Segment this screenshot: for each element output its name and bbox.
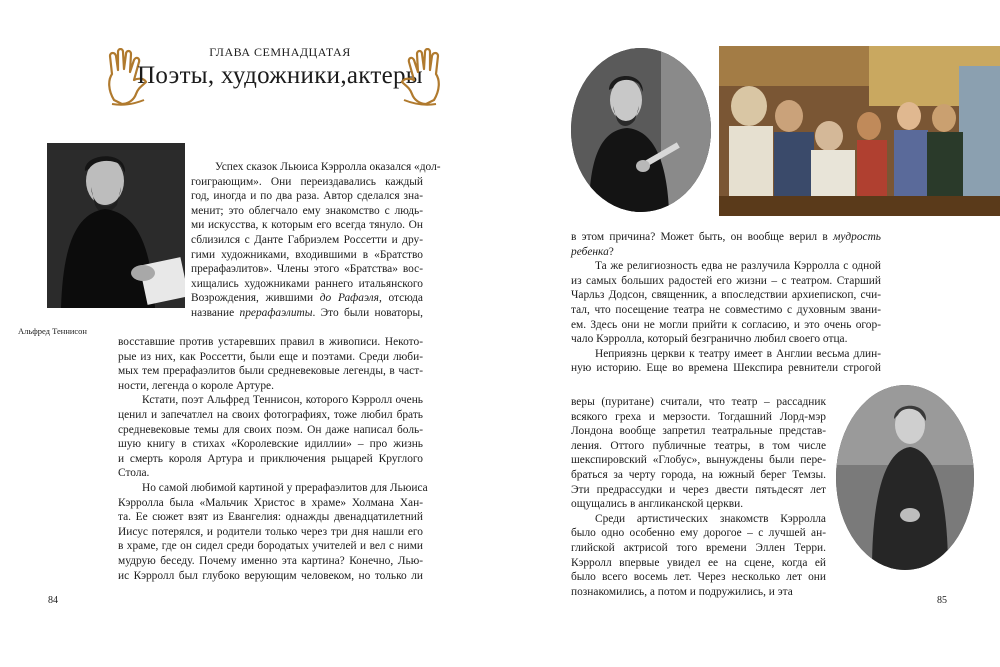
text-line: ления. Оттого публичные театры, в том числе [571, 439, 826, 452]
left-wrap-text [191, 160, 441, 321]
ellen-terry-photo [836, 385, 974, 570]
text-line: шекспировский «Глобус», вынуждены были пере- [571, 454, 826, 467]
text-line: Кэрролла была «Мальчик Христос в храме» Холмана Хан- [118, 496, 423, 509]
text-line: восставшие против устаревших правил в живописи. Некото- [118, 336, 423, 348]
text-line: браться за черту города, на южный берег Темзы. [571, 468, 826, 481]
text-line: ощущались в англиканской церкви. [571, 498, 744, 511]
text-line: прерафаэлитов». Члены этого «Братства» вос- [191, 263, 423, 276]
text-line: чало Кэрролла, который безграничнo любил своего отца. [571, 333, 848, 346]
text-line: шую книгу в стихах «Королевские идиллии» – про жизнь [118, 438, 423, 451]
text-line: менит; это облегчало ему знакомство с людь- [191, 204, 423, 217]
text-line: было одно особенно ему дорогое – с лучшей ан- [571, 527, 826, 540]
text-line: Эти предрассудки и через двести пятьдесят лет [571, 483, 826, 496]
text-line: глийской актрисой того времени Эллен Терри. [571, 541, 826, 554]
text-line: мудрую беседу. Почему именно эта картина? Конечно, Лью- [118, 554, 423, 567]
text-line: в этом причина? Может быть, он вообще верил в мудрость [571, 231, 881, 243]
hand-ornament-icon [396, 48, 444, 108]
text-line: из самых больших радостей его жизни – с театром. Старший [571, 274, 881, 287]
right-wrap-text [571, 395, 826, 599]
text-line: средневековые темы для своих поэм. Он даже написал боль- [118, 423, 423, 436]
text-line: познакомились, а потом и подружились, и эта [571, 585, 793, 598]
chapter-title: Поэты, художники,актеры [137, 62, 423, 89]
text-line: Возрождения, жившими до Рафаэля, отсюда [191, 292, 423, 305]
text-line: название прерафаэлиты. Это были новаторы, [191, 306, 424, 319]
text-line: ценил и запечатлел на своих фотографиях, тоже любил брать [118, 408, 423, 421]
text-line: Иисус потерялся, и родители только через три дня нашли его [118, 525, 423, 538]
text-line: ребенка? [571, 245, 614, 258]
text-line: Кэрролл впервые увидел ее на сцене, когда ей [571, 556, 826, 569]
text-line: Та же религиозность едва не разлучила Кэрролла с одной [595, 260, 881, 273]
text-line: всякого греха и мерзости. Тогдашний Лорд-мэр [571, 410, 826, 423]
text-line: Чарльз Додсон, священник, а впоследствии архиепископ, счи- [571, 289, 881, 302]
dodgson-photo [571, 48, 711, 212]
painting-christ-in-temple [719, 46, 1000, 216]
right-main-text [571, 230, 881, 376]
text-line: Но самой любимой картиной у прерафаэлитов для Льюиса [142, 481, 428, 494]
text-line: Неприязнь церкви к театру имеет в Англии весьма длин- [595, 347, 881, 360]
text-line: та. Ее сюжет взят из Евангелия: однажды двенадцатилетний [118, 511, 423, 524]
text-line: тал, что посещение театра не совместимо с духовным звани- [571, 303, 881, 316]
text-line: год, иногда и по два раза. Автор сделался зна- [191, 190, 423, 203]
text-line: мых тем прерафаэлитов были средневековые легенды, в част- [118, 365, 423, 378]
text-line: гоиграющим». Они переиздавались каждый [191, 175, 423, 188]
photo-caption: Альфред Теннисон [18, 326, 87, 336]
left-full-text [118, 335, 428, 583]
text-line: ис Кэрролл был глубоко верующим человеком, но только ли [118, 569, 423, 582]
text-line: хищались художниками раннего итальянского [191, 277, 423, 290]
text-line: гими художниками, входившими в «Братство [191, 248, 423, 261]
text-line: Лондона вообще запретил театральные представ- [571, 425, 826, 438]
chapter-header [100, 40, 460, 120]
page-number: 84 [48, 595, 58, 606]
text-line: Успех сказок Льюиса Кэрролла оказался «дол- [215, 161, 441, 173]
tennyson-photo [47, 143, 185, 308]
chapter-label: ГЛАВА СЕМНАДЦАТАЯ [209, 45, 351, 59]
text-line: ем. Здесь они не могли прийти к согласию, и это очень огор- [571, 318, 881, 331]
text-line: в храме, где он сидел среди бородатых учителей и вел с ними [118, 540, 423, 553]
text-line: ную историю. Еще во времена Шекспира ревнители строгой [571, 362, 881, 375]
text-line: сблизился с Данте Габриэлем Россетти и дру- [191, 233, 423, 246]
text-line: Кстати, поэт Альфред Теннисон, которого Кэрролл очень [142, 394, 423, 407]
text-line: и смерть короля Артура и приключения рыцарей Круглого [118, 452, 423, 465]
text-line: было всего восемь лет. Через несколько лет они [571, 571, 826, 584]
text-line: ми искусства, к которым его всегда тянуло. Он [191, 219, 423, 232]
text-line: рые из них, как Россетти, были еще и поэтами. Среди люби- [118, 350, 423, 363]
text-line: ности, легенда о короле Артуре. [118, 379, 274, 392]
text-line: Среди артистических знакомств Кэрролла [595, 512, 826, 525]
text-line: Стола. [118, 467, 150, 480]
text-line: веры (пуритане) считали, что театр – рассадник [571, 396, 826, 408]
page-number: 85 [937, 595, 947, 606]
